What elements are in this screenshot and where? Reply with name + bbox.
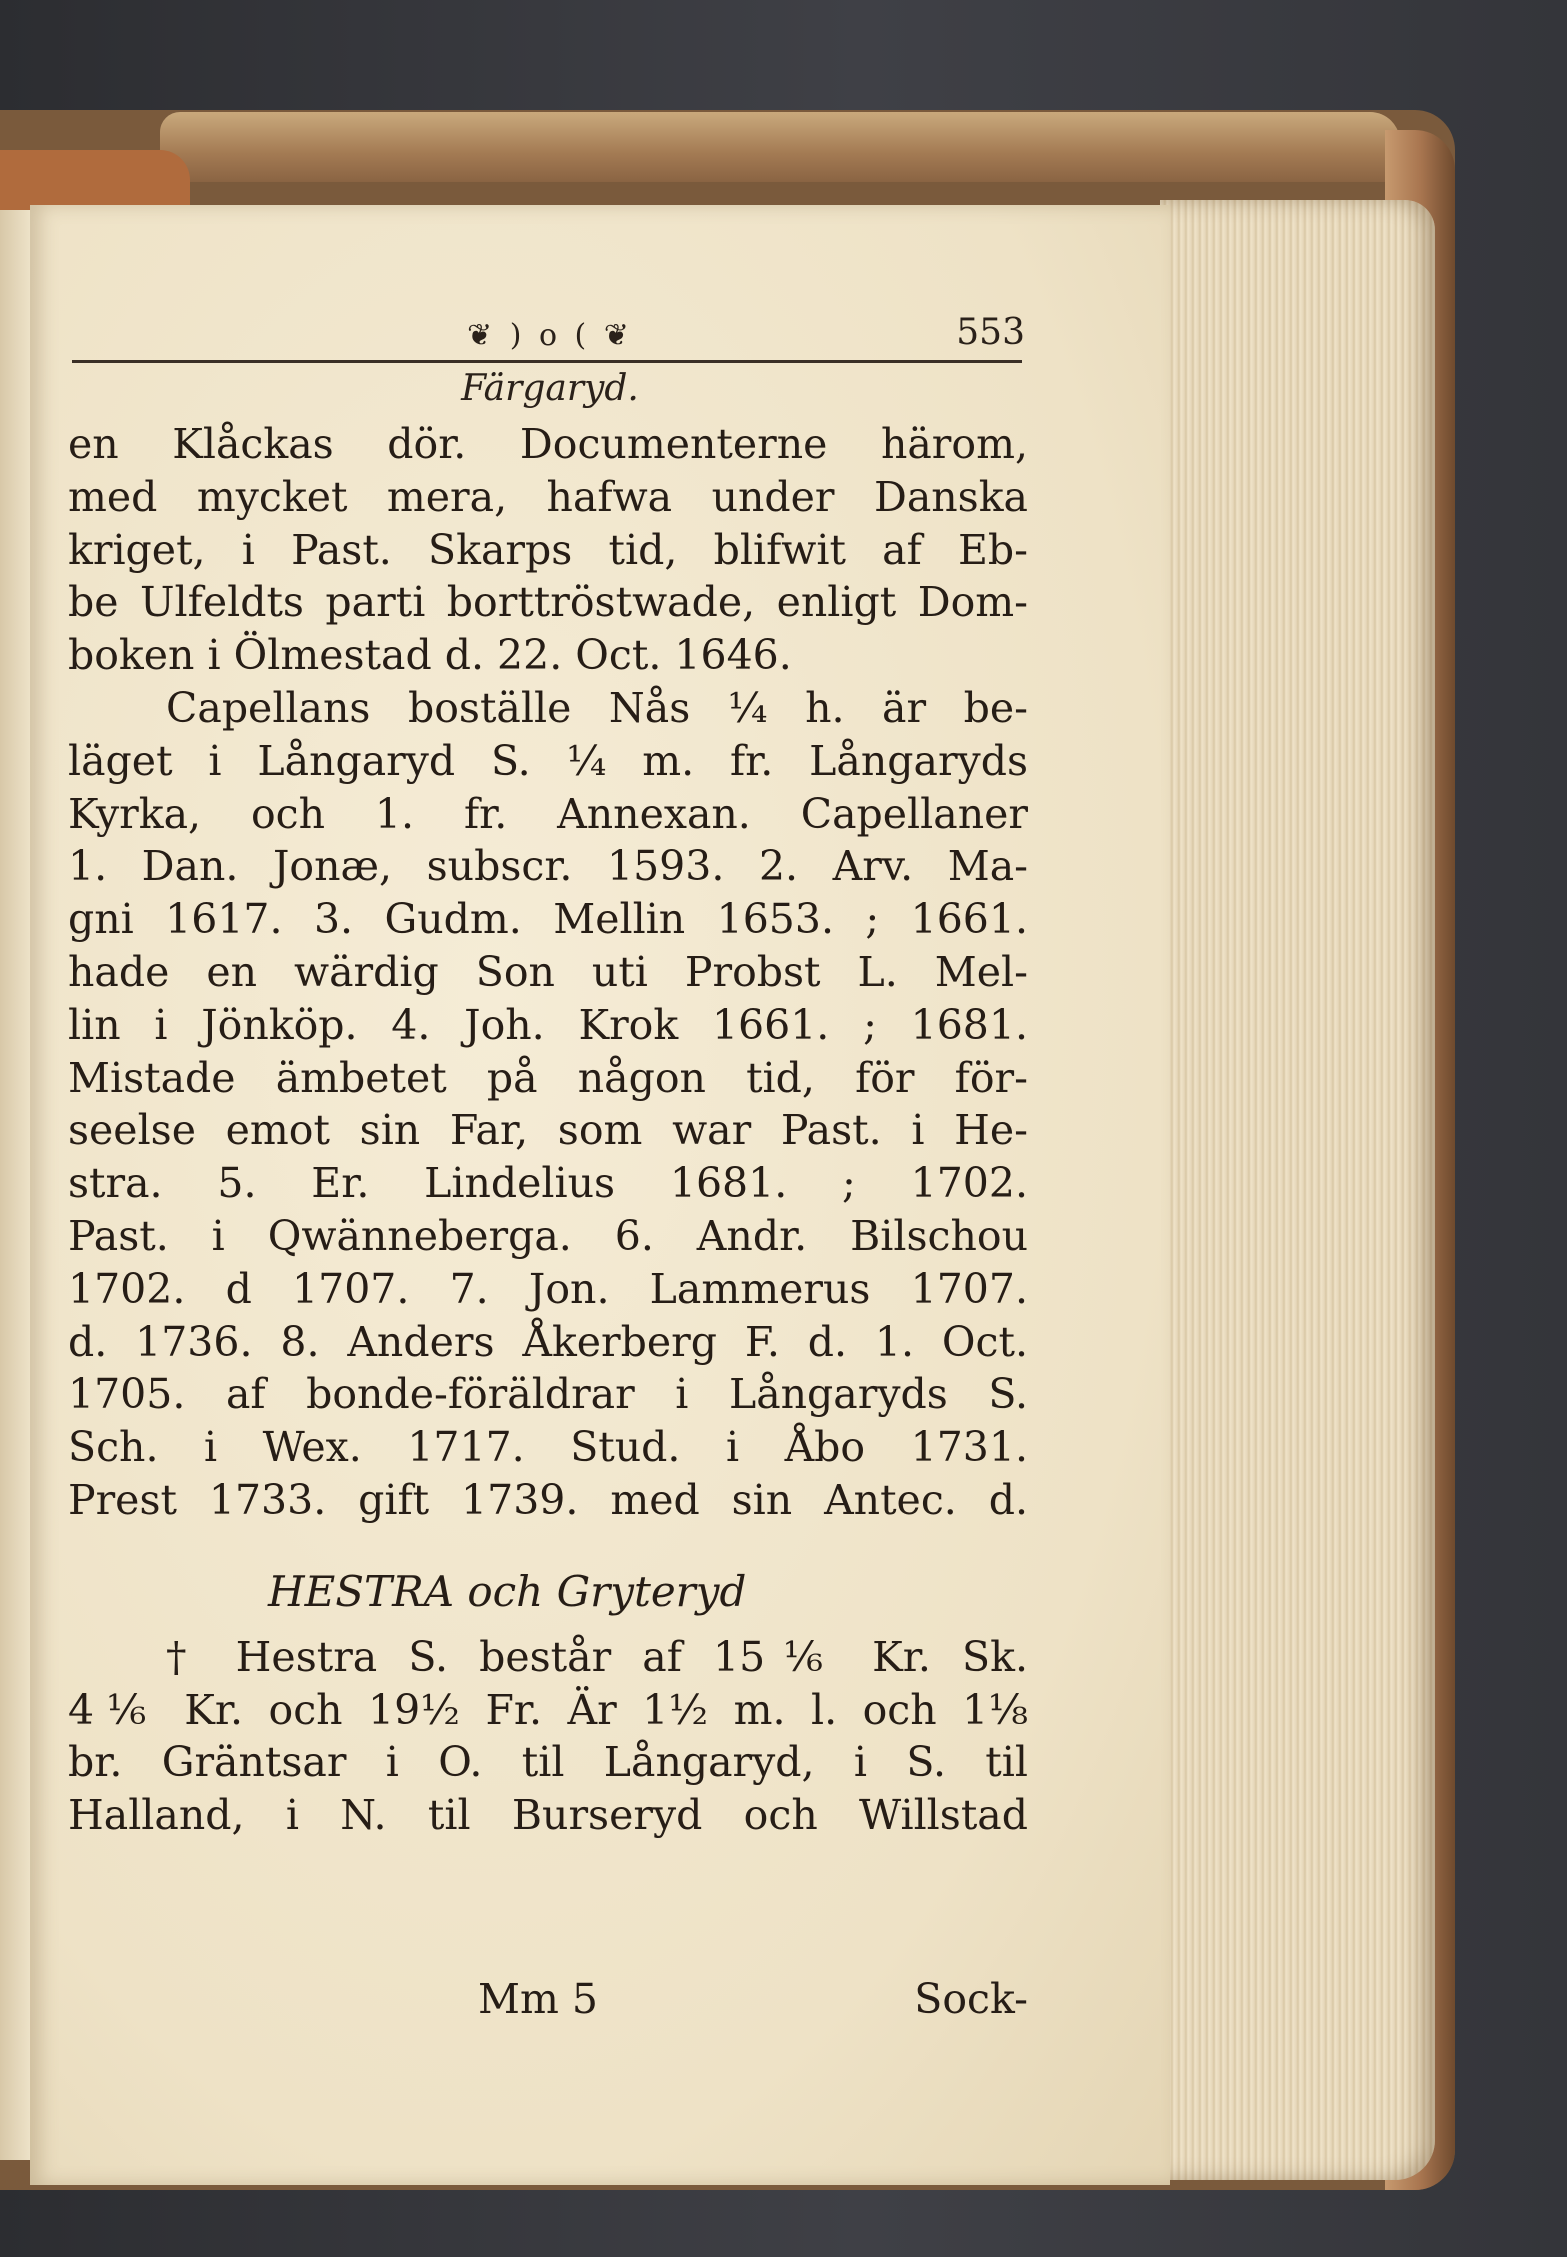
- text-line: Prest 1733. gift 1739. med sin Antec. d.: [68, 1475, 1028, 1524]
- text-line: Capellans boställe Nås ¼ h. är be-: [166, 683, 1028, 732]
- text-line: br. Gräntsar i O. til Långaryd, i S. til: [68, 1738, 1028, 1787]
- page-edges: [1160, 200, 1435, 2180]
- body-text: [68, 418, 1028, 1842]
- text-line: lin i Jönköp. 4. Joh. Krok 1661. ; 1681.: [68, 1000, 1028, 1049]
- book-top-edge: [160, 112, 1400, 182]
- text-line: 4⅙ Kr. och 19½ Fr. Är 1½ m. l. och 1⅛: [68, 1685, 1028, 1734]
- text-line: läget i Långaryd S. ¼ m. fr. Långaryds: [68, 736, 1028, 785]
- text-line: gni 1617. 3. Gudm. Mellin 1653. ; 1661.: [68, 895, 1028, 944]
- text-line: kriget, i Past. Skarps tid, blifwit af Eb-: [68, 525, 1028, 574]
- text-line: be Ulfeldts parti borttröstwade, enligt Dom-: [68, 578, 1028, 627]
- text-line: 1702. d 1707. 7. Jon. Lammerus 1707.: [68, 1264, 1028, 1313]
- page-number: 553: [956, 312, 1025, 353]
- text-line: boken i Ölmestad d. 22. Oct. 1646.: [68, 631, 792, 680]
- text-line: † Hestra S. består af 15⅙ Kr. Sk.: [166, 1632, 1028, 1681]
- text-line: Halland, i N. til Burseryd och Willstad: [68, 1791, 1028, 1840]
- text-line: en Klåckas dör. Documenterne härom,: [68, 420, 1028, 468]
- text-line: med mycket mera, hafwa under Danska: [68, 472, 1028, 521]
- text-line: d. 1736. 8. Anders Åkerberg F. d. 1. Oct.: [68, 1317, 1028, 1366]
- text-line: seelse emot sin Far, som war Past. i He-: [68, 1106, 1028, 1155]
- header-ornament: ❦ ) o ( ❦: [467, 318, 633, 353]
- footer-line: [68, 1975, 1028, 2035]
- left-page-sliver: [0, 210, 30, 2160]
- text-line: Sch. i Wex. 1717. Stud. i Åbo 1731.: [68, 1423, 1028, 1472]
- running-title: Färgaryd.: [461, 368, 639, 409]
- text-line: 1. Dan. Jonæ, subscr. 1593. 2. Arv. Ma-: [68, 842, 1028, 891]
- signature-mark: Mm 5: [478, 1975, 598, 2023]
- catchword: Sock-: [914, 1975, 1028, 2023]
- text-line: 1705. af bonde-föräldrar i Långaryds S.: [68, 1370, 1028, 1419]
- text-line: hade en wärdig Son uti Probst L. Mel-: [68, 947, 1028, 996]
- text-line: Past. i Qwänneberga. 6. Andr. Bilschou: [68, 1211, 1028, 1260]
- text-line: Mistade ämbetet på någon tid, för för-: [68, 1053, 1028, 1102]
- section-heading: HESTRA och Gryteryd: [268, 1566, 747, 1616]
- text-line: stra. 5. Er. Lindelius 1681. ; 1702.: [68, 1159, 1028, 1208]
- text-line: Kyrka, och 1. fr. Annexan. Capellaner: [68, 789, 1028, 838]
- book-spine-band: [0, 150, 190, 210]
- header-rule: [72, 360, 1022, 363]
